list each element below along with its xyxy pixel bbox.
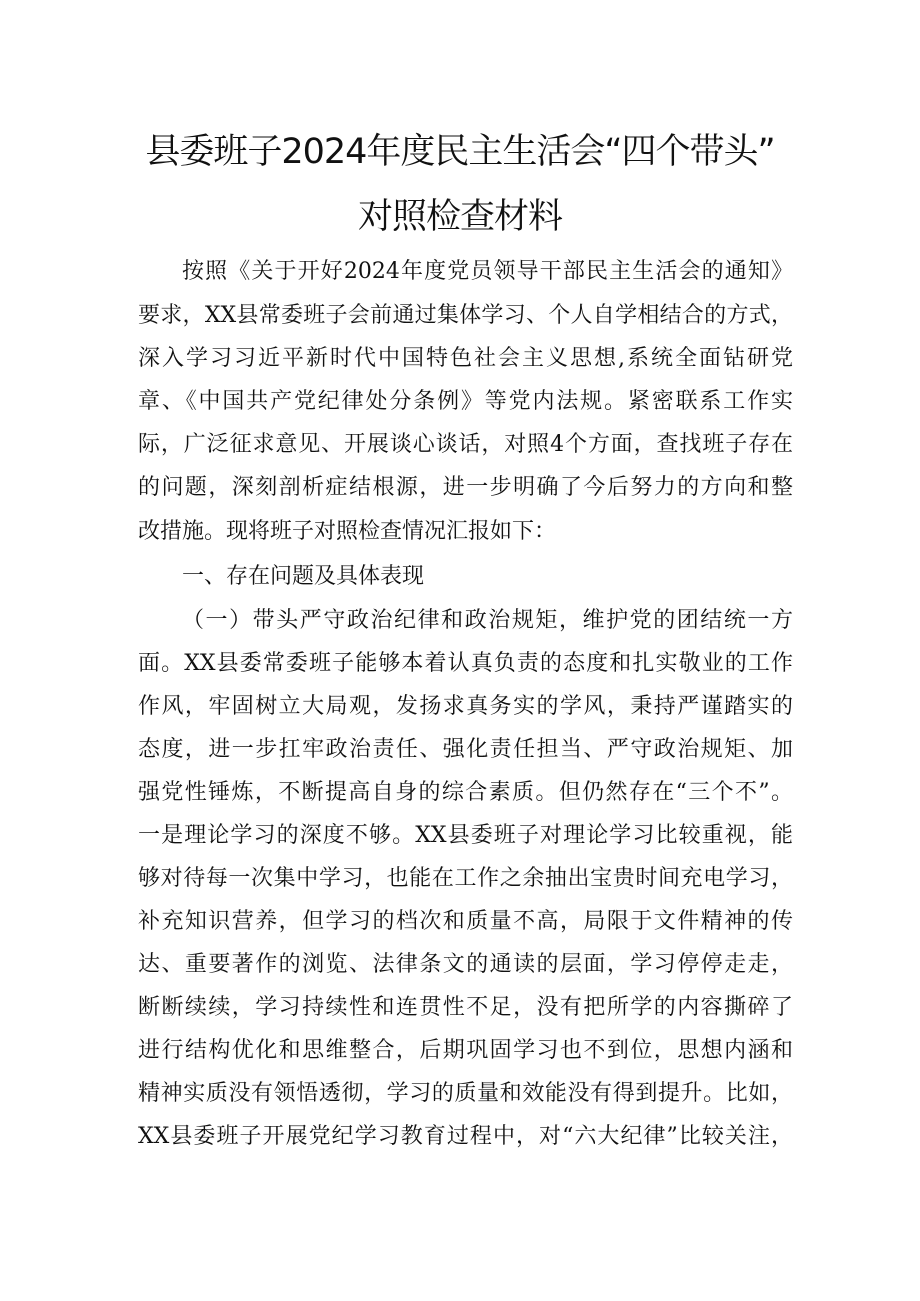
body-line-4: 态度，进一步扛牢政治责任、强化责任担当、严守政治规矩、加	[138, 737, 793, 762]
body-line-9: 达、重要著作的浏览、法律条文的通读的层面，学习停停走走，	[138, 952, 793, 977]
body-line-13: XX县委班子开展党纪学习教育过程中，对“六大纪律”比较关注，	[138, 1124, 793, 1149]
body-line-7: 够对待每一次集中学习，也能在工作之余抽出宝贵时间充电学习，	[138, 866, 793, 891]
body-line-8: 补充知识营养，但学习的档次和质量不高，局限于文件精神的传	[138, 909, 793, 934]
intro-line-4: 章、《中国共产党纪律处分条例》等党内法规。紧密联系工作实	[138, 389, 793, 414]
intro-line-6: 的问题，深刻剖析症结根源，进一步明确了今后努力的方向和整	[138, 475, 793, 500]
body-line-11: 进行结构优化和思维整合，后期巩固学习也不到位，思想内涵和	[138, 1038, 793, 1063]
body-line-12: 精神实质没有领悟透彻，学习的质量和效能没有得到提升。比如，	[138, 1081, 793, 1106]
intro-line-2: 要求，XX县常委班子会前通过集体学习、个人自学相结合的方式，	[138, 303, 793, 328]
body-line-3: 作风，牢固树立大局观，发扬求真务实的学风，秉持严谨踏实的	[138, 694, 793, 719]
document-title-line1: 县委班子2024年度民主生活会“四个带头”	[145, 132, 775, 172]
intro-line-5: 际，广泛征求意见、开展谈心谈话，对照4个方面，查找班子存在	[138, 432, 793, 457]
intro-line-1: 按照《关于开好2024年度党员领导干部民主生活会的通知》	[182, 259, 793, 284]
section-heading-1: 一、存在问题及具体表现	[182, 564, 425, 589]
body-line-2: 面。XX县委常委班子能够本着认真负责的态度和扎实敬业的工作	[138, 651, 793, 676]
intro-line-3: 深入学习习近平新时代中国特色社会主义思想,系统全面钻研党	[138, 346, 793, 371]
document-title-line2: 对照检查材料	[357, 197, 562, 237]
body-line-10: 断断续续，学习持续性和连贯性不足，没有把所学的内容撕碎了	[138, 995, 793, 1020]
intro-line-7: 改措施。现将班子对照检查情况汇报如下：	[138, 519, 557, 544]
body-line-6: 一是理论学习的深度不够。XX县委班子对理论学习比较重视，能	[138, 823, 793, 848]
body-line-5: 强党性锤炼，不断提高自身的综合素质。但仍然存在“三个不”。	[138, 780, 793, 805]
body-line-1: （一）带头严守政治纪律和政治规矩，维护党的团结统一方	[182, 608, 793, 633]
